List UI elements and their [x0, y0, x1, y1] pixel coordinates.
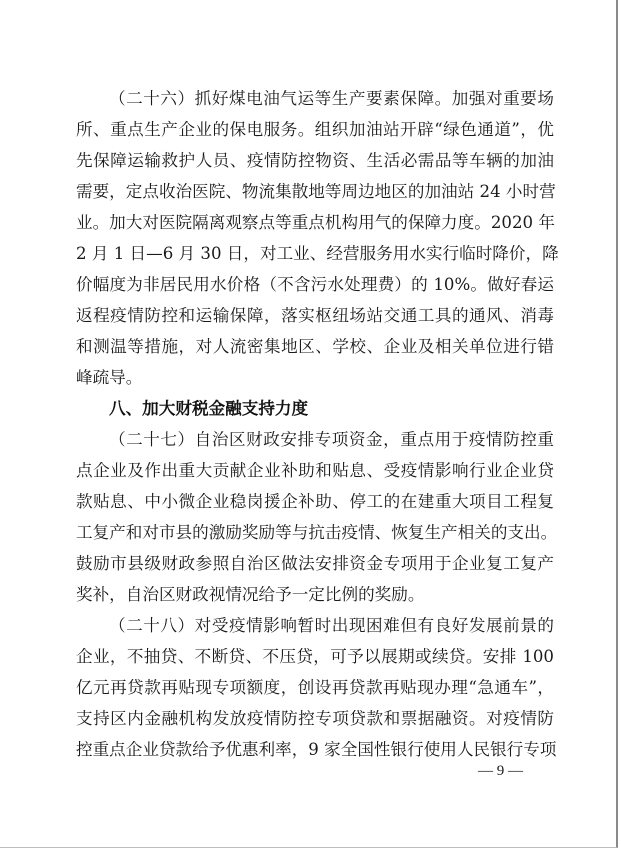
paragraph-line: 控重点企业贷款给予优惠利率，9 家全国性银行使用人民银行专项 [76, 740, 557, 759]
paragraph-line: 款贴息、中小微企业稳岗援企补助、停工的在建重大项目工程复 [76, 492, 554, 511]
paragraph-line: 工复产和对市县的激励奖励等与抗击疫情、恢复生产相关的支出。 [76, 523, 558, 542]
paragraph-line: 返程疫情防控和运输保障，落实枢纽场站交通工具的通风、消毒 [76, 306, 554, 325]
paragraph-line: （二十六）抓好煤电油气运等生产要素保障。加强对重要场 [109, 89, 554, 108]
paragraph-line: 业。加大对医院隔离观察点等重点机构用气的保障力度。2020 年 [76, 213, 555, 232]
paragraph-line: 企业，不抽贷、不断贷、不压贷，可予以展期或续贷。安排 100 [76, 647, 554, 666]
paragraph-line: 先保障运输救护人员、疫情防控物资、生活必需品等车辆的加油 [76, 151, 554, 170]
paragraph-line: 亿元再贷款再贴现专项额度，创设再贷款再贴现办理“急通车”， [76, 678, 554, 697]
paragraph-line: 奖补，自治区财政视情况给予一定比例的奖励。 [76, 585, 425, 604]
paragraph-line: （二十七）自治区财政安排专项资金，重点用于疫情防控重 [109, 430, 554, 449]
paragraph-line: 峰疏导。 [76, 368, 143, 387]
paragraph-line: 所、重点生产企业的保电服务。组织加油站开辟“绿色通道”，优 [76, 120, 554, 139]
paragraph-line: 价幅度为非居民用水价格（不含污水处理费）的 10%。做好春运 [76, 275, 554, 294]
paragraph-line: （二十八）对受疫情影响暂时出现困难但有良好发展前景的 [109, 616, 554, 635]
paragraph-line: 和测温等措施，对人流密集地区、学校、企业及相关单位进行错 [76, 337, 554, 356]
paragraph-line: 2 月 1 日—6 月 30 日，对工业、经营服务用水实行临时降价，降 [76, 244, 559, 263]
paragraph-line: 需要，定点收治医院、物流集散地等周边地区的加油站 24 小时营 [76, 182, 556, 201]
page-number: — 9 — [478, 763, 523, 779]
paragraph-line: 鼓励市县级财政参照自治区做法安排资金专项用于企业复工复产 [76, 554, 554, 573]
paragraph-line: 点企业及作出重大贡献企业补助和贴息、受疫情影响行业企业贷 [76, 461, 554, 480]
section-heading: 八、加大财税金融支持力度 [109, 399, 309, 418]
paragraph-line: 支持区内金融机构发放疫情防控专项贷款和票据融资。对疫情防 [76, 709, 554, 728]
